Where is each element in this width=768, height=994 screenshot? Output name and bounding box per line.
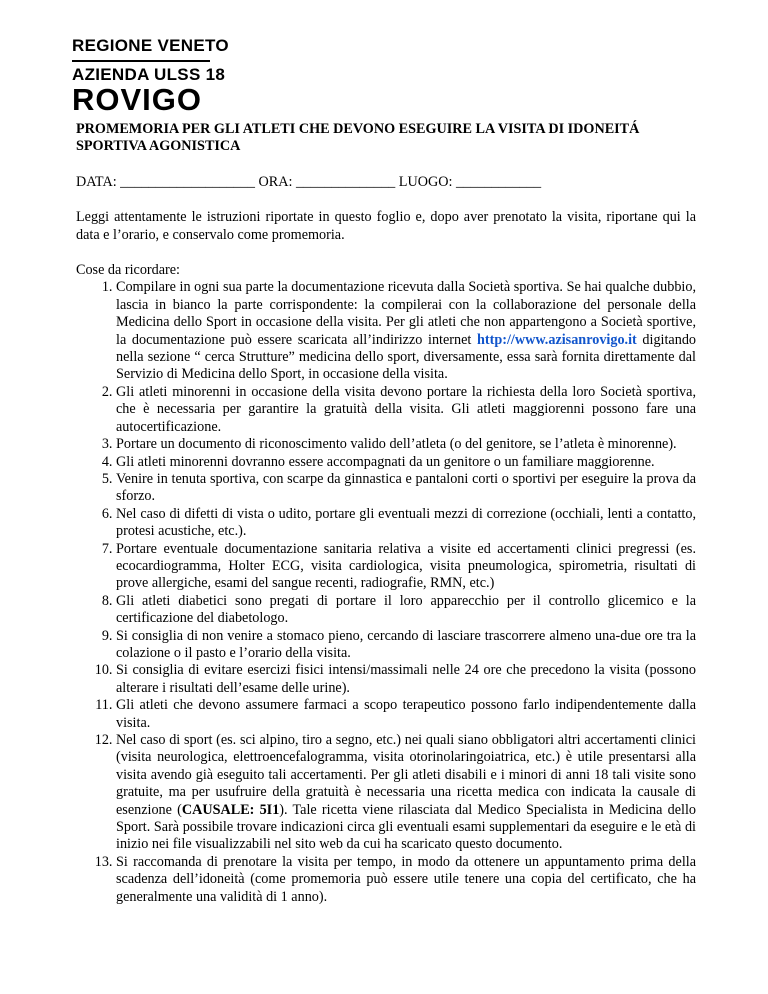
list-item: 7. Portare eventuale documentazione sanitaria relativa a visite ed accertamenti clinici pregressi (es. ecocardiogramma, Holter ECG, visita cardiologica, visita pneumologica, spirometria, risultati di prove allergiche, esami del sangue recenti, radiografie, RMN, etc.): [116, 541, 696, 593]
exemption-code: CAUSALE: 5I1: [181, 801, 280, 818]
list-item: 2. Gli atleti minorenni in occasione della visita devono portare la richiesta della loro Società sportiva, che è necessaria per garantire la gratuità della visita. Gli atleti maggiorenni possono fare una autocertificazione.: [116, 384, 696, 436]
logo-agency: AZIENDA ULSS 18: [72, 65, 226, 84]
logo-region: REGIONE VENETO: [72, 36, 229, 55]
document-body: [76, 121, 696, 906]
list-item: 5. Venire in tenuta sportiva, con scarpe da ginnastica e pantaloni corti o sportivi per eseguire la prova da sforzo.: [116, 471, 696, 506]
logo-divider: [72, 60, 210, 62]
list-item: 11. Gli atleti che devono assumere farmaci a scopo terapeutico possono farlo indipendentemente dalla visita.: [116, 697, 696, 732]
list-item: 4. Gli atleti minorenni dovranno essere accompagnati da un genitore o un familiare maggiorenne.: [116, 454, 696, 471]
appointment-fields: DATA: ___________________ ORA: ______________ LUOGO: ____________: [76, 173, 542, 190]
list-item: 3. Portare un documento di riconoscimento valido dell’atleta (o del genitore, se l’atleta è minorenne).: [116, 436, 696, 453]
ulss-logo: [72, 36, 229, 115]
list-item: 1. Compilare in ogni sua parte la documentazione ricevuta dalla Società sportiva. Se hai qualche dubbio, lascia in bianco la parte corrispondente: la compilerai con la collaborazione del personale della Medicina dello Sport in occasione della visita. Per gli atleti che non appartengono a Società sportive, la documentazione può essere scaricata all’indirizzo internet http://www.azisanrovigo.it digitando nella sezione “ cerca Strutture” medicina dello sport, diversamente, essa sarà fornita direttamente dal Servizio di Medicina dello Sport, in occasione della visita.: [116, 279, 696, 383]
reminders-label: Cose da ricordare:: [76, 262, 180, 279]
list-item: 12. Nel caso di sport (es. sci alpino, tiro a segno, etc.) nei quali siano obbligatori altri accertamenti clinici (visita neurologica, elettroencefalogramma, visita otorinolaringoiatrica, etc.) è utile presentarsi alla visita avendo già eseguito tali accertamenti. Per gli atleti disabili e i minori di anni 18 tali visite sono gratuite, ma per usufruire della gratuità è necessaria una ricetta medica con indicata la causale di esenzione (CAUSALE: 5I1). Tale ricetta viene rilasciata dal Medico Specialista in Medicina dello Sport. Sarà possibile trovare indicazioni circa gli eventuali esami supplementari da eseguire e le età di inizio nei file visualizzabili nel sito web da cui ha scaricato questo documento.: [116, 732, 696, 854]
document-title: PROMEMORIA PER GLI ATLETI CHE DEVONO ESEGUIRE LA VISITA DI IDONEITÁ SPORTIVA AGONISTICA: [76, 121, 640, 155]
list-item: 6. Nel caso di difetti di vista o udito, portare gli eventuali mezzi di correzione (occhiali, lenti a contatto, protesi acustiche, etc.).: [116, 506, 696, 541]
intro-paragraph: Leggi attentamente le istruzioni riportate in questo foglio e, dopo aver prenotato la visita, riportane qui la data e l’orario, e conservalo come promemoria.: [76, 209, 696, 243]
list-item: 10. Si consiglia di evitare esercizi fisici intensi/massimali nelle 24 ore che precedono la visita (possono alterare i risultati dell’esame delle urine).: [116, 662, 696, 697]
website-link[interactable]: http://www.azisanrovigo.it: [477, 331, 637, 348]
list-item: 8. Gli atleti diabetici sono pregati di portare il loro apparecchio per il controllo glicemico e la certificazione del diabetologo.: [116, 593, 696, 628]
reminders-list: [76, 279, 696, 906]
logo-city: ROVIGO: [72, 82, 203, 117]
list-item: 13. Si raccomanda di prenotare la visita per tempo, in modo da ottenere un appuntamento prima della scadenza dell’idoneità (come promemoria può essere utile tenere una copia del certificato, che ha generalmente una validità di 1 anno).: [116, 854, 696, 906]
list-item: 9. Si consiglia di non venire a stomaco pieno, cercando di lasciare trascorrere almeno una-due ore tra la colazione o il pasto e l’orario della visita.: [116, 628, 696, 663]
